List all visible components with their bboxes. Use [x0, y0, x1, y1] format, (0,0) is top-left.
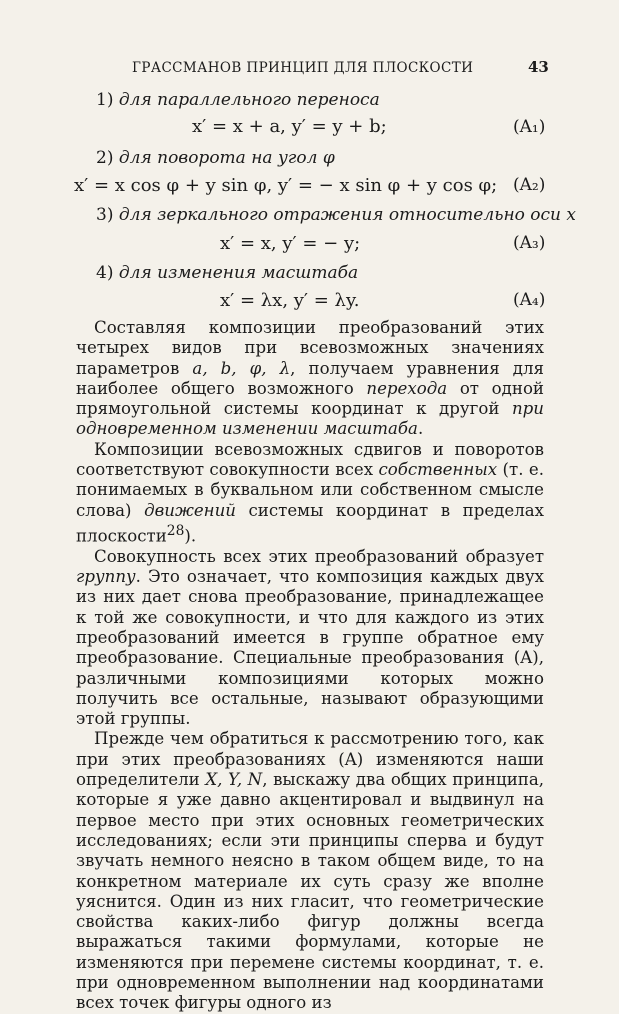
paragraph-3: Совокупность всех этих преобразований образует группу. Это означает, что композиция каждых двух из них дает снова преобразование, принадлежащее к той же совокупности, и что для каждого из этих преобразований имеется в группе обратное ему преобразование. Специальные преобразования (A), различными композициями которых можно получить все остальные, называют образующими этой группы. — [76, 546, 544, 729]
running-head: ГРАССМАНОВ ПРИНЦИП ДЛЯ ПЛОСКОСТИ — [132, 60, 474, 76]
footnote-ref: 28 — [166, 522, 185, 539]
transform-3-heading — [96, 205, 576, 225]
transform-2-tag: (A₂) — [513, 175, 546, 195]
transform-4-label: для изменения масштаба — [118, 263, 359, 283]
transform-2-label: для поворота на угол φ — [118, 148, 335, 168]
transform-2-number: 2) — [96, 148, 114, 168]
transform-1-formula: x′ = x + a, y′ = y + b; — [192, 116, 387, 137]
transform-3-number: 3) — [96, 205, 114, 225]
transform-3-label: для зеркального отражения относительно оси x — [118, 205, 576, 225]
transform-1-tag: (A₁) — [513, 117, 546, 137]
paragraph-2: Композиции всевозможных сдвигов и поворотов соответствуют совокупности всех собственных (т. е. понимаемых в буквальном или собственном смысле слова) движений системы координат в пределах плоскости$^{28}$). — [76, 439, 544, 546]
transform-3-formula: x′ = x, y′ = − y; — [220, 233, 361, 254]
transform-2-heading — [96, 148, 335, 168]
transform-4-formula: x′ = λx, y′ = λy. — [220, 290, 360, 311]
transform-1-label: для параллельного переноса — [118, 90, 380, 110]
body-text — [76, 318, 544, 1014]
transform-4-number: 4) — [96, 263, 114, 283]
transform-2-formula: x′ = x cos φ + y sin φ, y′ = − x sin φ + y cos φ; — [74, 175, 498, 196]
transform-4-heading — [96, 263, 358, 283]
page-number: 43 — [528, 58, 549, 76]
transform-1-number: 1) — [96, 90, 114, 110]
transform-1-heading — [96, 90, 380, 110]
transform-3-tag: (A₃) — [513, 233, 546, 253]
transform-4-tag: (A₄) — [513, 290, 546, 310]
paragraph-1: Составляя композиции преобразований этих четырех видов при всевозможных значениях параметров a, b, φ, λ, получаем уравнения для наиболее общего возможного перехода от одной прямоугольной системы координат к другой при одновременном изменении масштаба. — [76, 318, 544, 439]
paragraph-4: Прежде чем обратиться к рассмотрению того, как при этих преобразованиях (A) изменяются наши определители X, Y, N, выскажу два общих принципа, которые я уже давно акцентировал и выдвинул на первое место при этих основных геометрических исследованиях; если эти принципы сперва и будут звучать немного неясно в таком общем виде, то на конкретном материале их суть сразу же вполне уяснится. Один из них гласит, что геометрические свойства каких-либо фигур должны всегда выражаться такими формулами, которые не изменяются при перемене системы координат, т. е. при одновременном выполнении над координатами всех точек фигуры одного из — [76, 729, 544, 1013]
